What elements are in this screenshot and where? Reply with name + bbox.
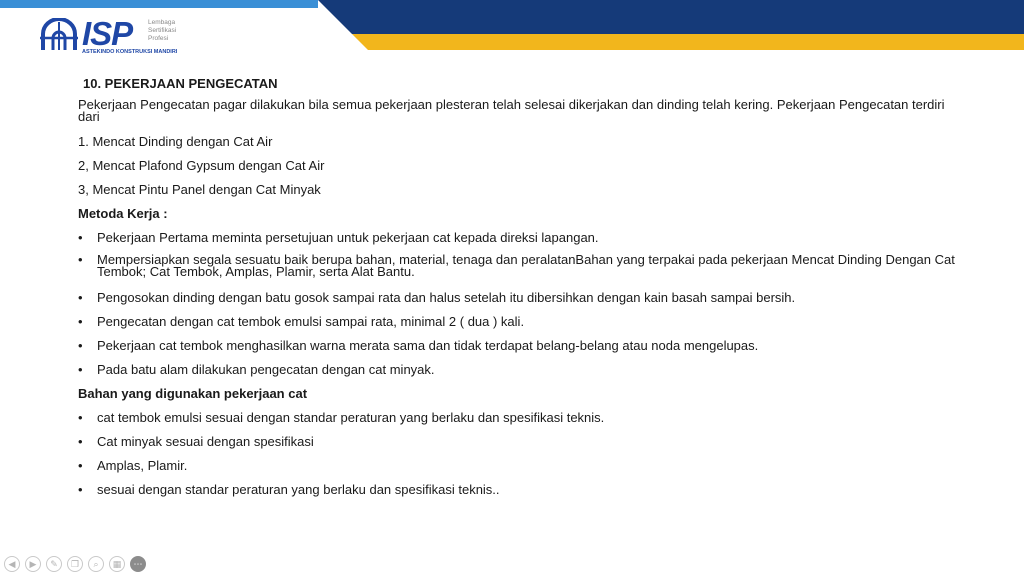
metoda-bullet [78,362,958,378]
more-icon: ⋯ [133,558,143,569]
zoom-button[interactable] [88,556,104,572]
bullet-dot: • [78,362,83,377]
bullet-dot: • [78,252,83,267]
bullet-dot: • [78,338,83,353]
bullet-dot: • [78,290,83,305]
bullet-text: Pekerjaan Pertama meminta persetujuan untuk pekerjaan cat kepada direksi lapangan. [97,230,599,245]
metoda-bullet [78,290,958,306]
bullet-dot: • [78,410,83,425]
metoda-bullet [78,254,958,278]
prev-slide-icon: ◀ [8,558,16,569]
work-item: 1. Mencat Dinding dengan Cat Air [78,134,273,149]
work-item: 2, Mencat Plafond Gypsum dengan Cat Air [78,158,325,173]
bullet-text: cat tembok emulsi sesuai dengan standar peraturan yang berlaku dan spesifikasi teknis. [97,410,605,425]
more-button[interactable] [130,556,146,572]
header-band-light [0,0,318,8]
bahan-bullet [78,458,958,474]
logo-subtitle-line: Profesi [148,35,169,42]
metoda-bullet [78,314,958,330]
bullet-dot: • [78,314,83,329]
logo-subtitle-line: Sertifikasi [148,27,177,34]
copy-icon: ❐ [70,558,80,569]
header-band-navy [318,0,1024,34]
bullet-dot: • [78,230,83,245]
header-band-gold [352,34,1024,50]
logo-subtitle-line: Lembaga [148,19,176,26]
bullet-dot: • [78,482,83,497]
bahan-bullet [78,434,958,450]
bullet-text: Pekerjaan cat tembok menghasilkan warna merata sama dan tidak terdapat belang-belang atau noda mengelupas. [97,338,759,353]
next-slide-icon: ▶ [29,558,37,569]
bullet-text: sesuai dengan standar peraturan yang berlaku dan spesifikasi teknis.. [97,482,500,497]
metoda-bullet [78,338,958,354]
bahan-bullet [78,410,958,426]
prev-slide-button[interactable] [4,556,20,572]
bullet-text: Cat minyak sesuai dengan spesifikasi [97,434,314,449]
bahan-heading: Bahan yang digunakan pekerjaan cat [78,386,308,401]
copy-button[interactable] [67,556,83,572]
isp-logo [40,16,190,60]
bullet-text: Mempersiapkan segala sesuatu baik berupa bahan, material, tenaga dan peralatanBahan yang terpakai pada pekerjaan Mencat Dinding Dengan Cat Tembok; Cat Tembok, Amplas, Plamir, serta Alat Bantu. [97,252,955,279]
logo-text: ISP [82,15,133,52]
intro-paragraph: Pekerjaan Pengecatan pagar dilakukan bila semua pekerjaan plesteran telah selesai dikerjakan dan dinding telah kering. Pekerjaan Pengecatan terdiri dari [78,97,945,124]
logo-org: ASTEKINDO KONSTRUKSI MANDIRI [82,49,178,55]
slide-toolbar [4,556,146,574]
slide-content [78,74,958,506]
arch-logo-icon [40,18,78,52]
metoda-bullet [78,230,958,246]
bullet-text: Pada batu alam dilakukan pengecatan dengan cat minyak. [97,362,435,377]
bullet-dot: • [78,434,83,449]
pen-button[interactable] [46,556,62,572]
zoom-icon: ⌕ [93,558,99,569]
bullet-text: Amplas, Plamir. [97,458,188,473]
grid-button[interactable] [109,556,125,572]
work-item: 3, Mencat Pintu Panel dengan Cat Minyak [78,182,321,197]
bullet-text: Pengecatan dengan cat tembok emulsi sampai rata, minimal 2 ( dua ) kali. [97,314,525,329]
bullet-dot: • [78,458,83,473]
grid-icon: ▦ [112,558,122,569]
slide-title: 10. PEKERJAAN PENGECATAN [83,76,278,91]
bahan-bullet [78,482,958,498]
metoda-heading: Metoda Kerja : [78,206,168,221]
pen-icon: ✎ [50,558,58,569]
bullet-text: Pengosokan dinding dengan batu gosok sampai rata dan halus setelah itu dibersihkan dengan kain basah sampai bersih. [97,290,796,305]
logo-subtitle [148,19,176,43]
next-slide-button[interactable] [25,556,41,572]
